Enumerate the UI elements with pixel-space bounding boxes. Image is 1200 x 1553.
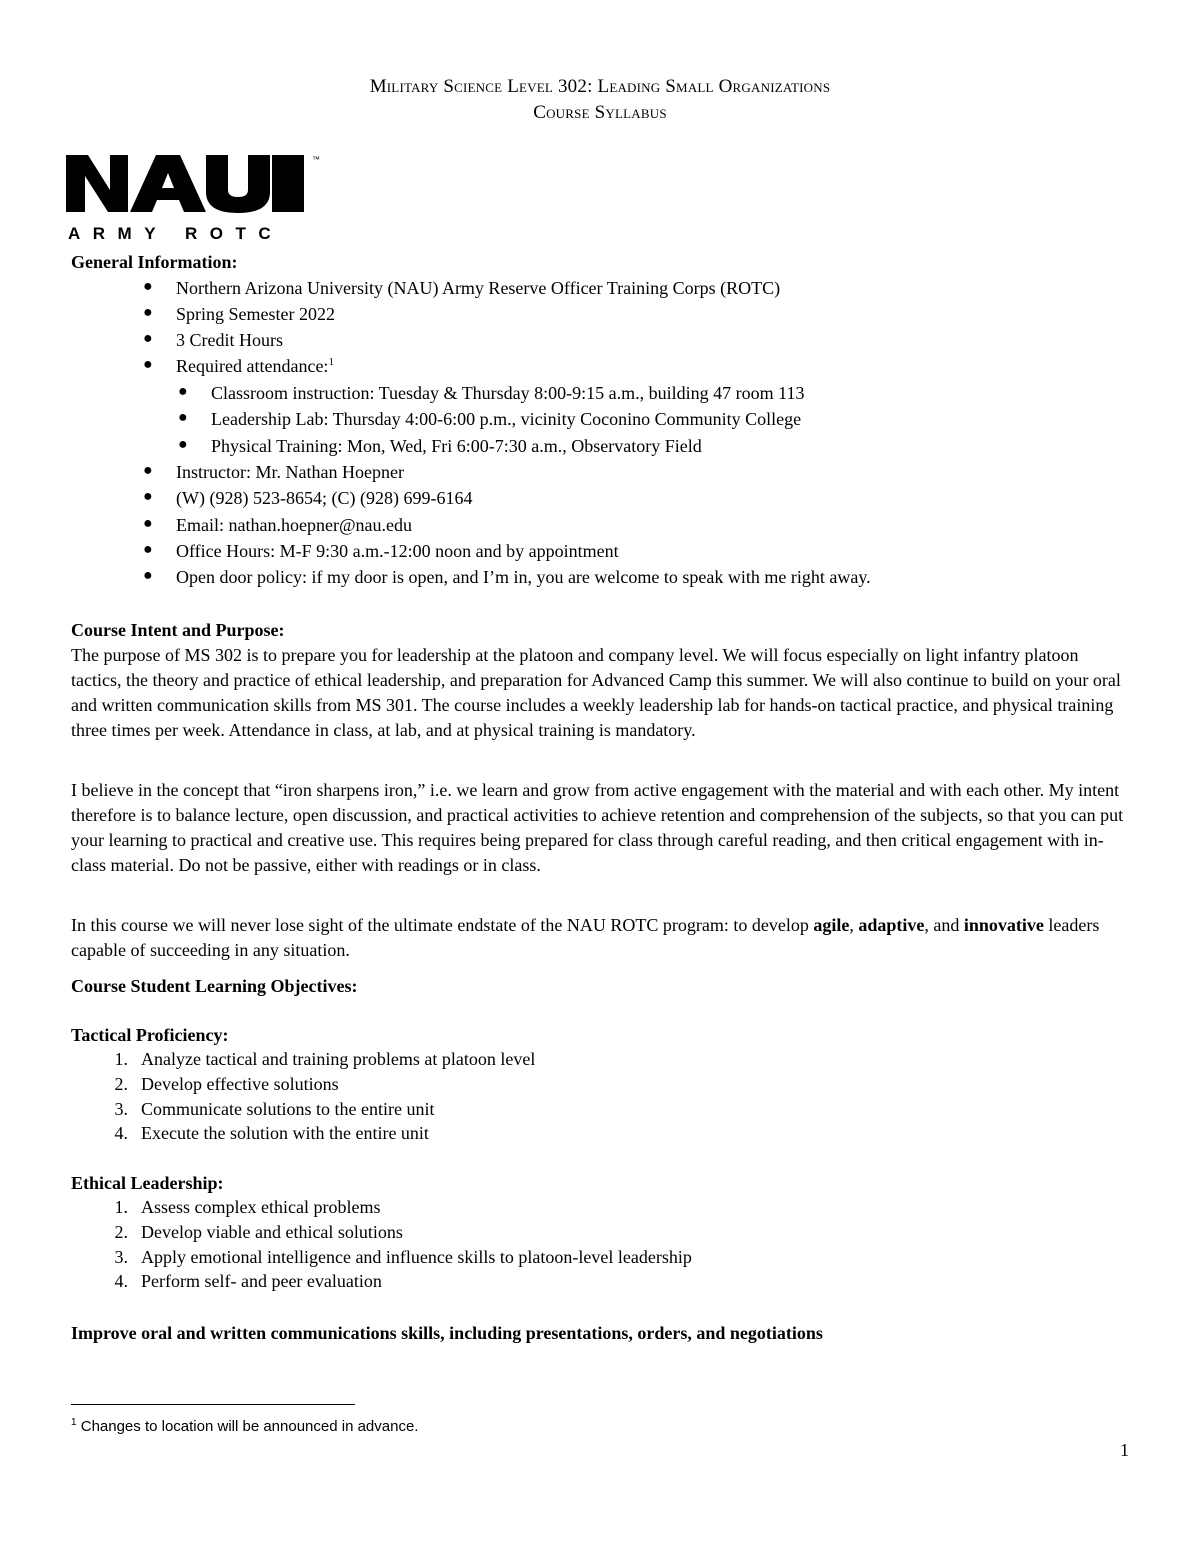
bullet-icon: ●: [143, 462, 153, 479]
list-item: 4. Execute the solution with the entire unit: [114, 1123, 429, 1143]
intent-paragraph-2: I believe in the concept that “iron sharpens iron,” i.e. we learn and grow from active engagement with the material and with each other. My intent therefore is to balance lecture, open discussion, and practical activities to achieve retention and comprehension of the subjects, so that you can put your learning to practical and creative use. This requires being prepared for class through careful reading, and then critical engagement with in-class material. Do not be passive, either with readings or in class.: [71, 780, 1124, 875]
list-item: ● Spring Semester 2022: [143, 304, 335, 324]
general-information-heading: General Information:: [71, 252, 238, 272]
ethical-leadership-heading: Ethical Leadership:: [71, 1173, 224, 1193]
list-item: 3. Communicate solutions to the entire unit: [114, 1099, 435, 1119]
communications-objective-heading: Improve oral and written communications skills, including presentations, orders, and negotiations: [71, 1323, 823, 1343]
bullet-icon: ●: [178, 409, 188, 426]
nau-army-rotc-logo: [66, 152, 328, 244]
bullet-icon: ●: [143, 330, 153, 347]
footnote-marker: 1: [328, 356, 334, 368]
list-item: ● (W) (928) 523-8654; (C) (928) 699-6164: [143, 488, 473, 508]
bullet-icon: ●: [143, 541, 153, 558]
intent-paragraph-3: In this course we will never lose sight of the ultimate endstate of the NAU ROTC program: to develop agile, adaptive, and innovative leaders capable of succeeding in any situation.: [71, 915, 1100, 960]
list-item: ● Classroom instruction: Tuesday & Thursday 8:00-9:15 a.m., building 47 room 113: [178, 383, 805, 403]
document-subtitle: Course Syllabus: [533, 102, 667, 123]
bullet-icon: ●: [143, 488, 153, 505]
list-item: ● Office Hours: M-F 9:30 a.m.-12:00 noon and by appointment: [143, 541, 619, 561]
course-intent-heading: Course Intent and Purpose:: [71, 620, 285, 640]
list-item: 2. Develop viable and ethical solutions: [114, 1222, 403, 1242]
document-title: Military Science Level 302: Leading Small Organizations: [369, 76, 831, 97]
bullet-icon: ●: [143, 567, 153, 584]
footnote-divider: [71, 1404, 355, 1405]
list-item: ● Northern Arizona University (NAU) Army Reserve Officer Training Corps (ROTC): [143, 278, 781, 298]
trademark-symbol: ™: [312, 155, 320, 164]
list-item: ● Open door policy: if my door is open, and I’m in, you are welcome to speak with me right away.: [143, 567, 871, 587]
learning-objectives-heading: Course Student Learning Objectives:: [71, 976, 358, 996]
list-item: ● Leadership Lab: Thursday 4:00-6:00 p.m., vicinity Coconino Community College: [178, 409, 802, 429]
list-item: ● Required attendance:$^1$: [143, 356, 334, 376]
list-item: 2. Develop effective solutions: [114, 1074, 339, 1094]
list-item: ● Instructor: Mr. Nathan Hoepner: [143, 462, 404, 482]
list-item: 4. Perform self- and peer evaluation: [114, 1271, 382, 1291]
list-item: ● Physical Training: Mon, Wed, Fri 6:00-7:30 a.m., Observatory Field: [178, 436, 702, 456]
footnote-number: 1: [71, 1417, 77, 1428]
intent-paragraph-1: The purpose of MS 302 is to prepare you for leadership at the platoon and company level. We will focus especially on light infantry platoon tactics, the theory and practice of ethical leadership, and preparation for Advanced Camp this summer. We will also continue to build on your oral and written communication skills from MS 301. The course includes a weekly leadership lab for hands-on tactical practice, and physical training three times per week. Attendance in class, at lab, and at physical training is mandatory.: [71, 645, 1121, 740]
bullet-icon: ●: [178, 436, 188, 453]
page-number: 1: [1120, 1440, 1129, 1460]
list-item: 1. Analyze tactical and training problems at platoon level: [114, 1049, 536, 1069]
bullet-icon: ●: [143, 515, 153, 532]
footnote-text: Changes to location will be announced in advance.: [76, 1418, 419, 1435]
bullet-icon: ●: [178, 383, 188, 400]
footnote: [71, 1417, 418, 1435]
list-item: ● Email: nathan.hoepner@nau.edu: [143, 515, 412, 535]
list-item: 3. Apply emotional intelligence and influence skills to platoon-level leadership: [114, 1247, 692, 1267]
bullet-icon: ●: [143, 304, 153, 321]
logo-subtitle: ARMY ROTC: [68, 224, 284, 243]
list-item: 1. Assess complex ethical problems: [114, 1197, 381, 1217]
list-item: ● 3 Credit Hours: [143, 330, 283, 350]
bullet-icon: ●: [143, 356, 153, 373]
bullet-icon: ●: [143, 278, 153, 295]
tactical-proficiency-heading: Tactical Proficiency:: [71, 1025, 229, 1045]
